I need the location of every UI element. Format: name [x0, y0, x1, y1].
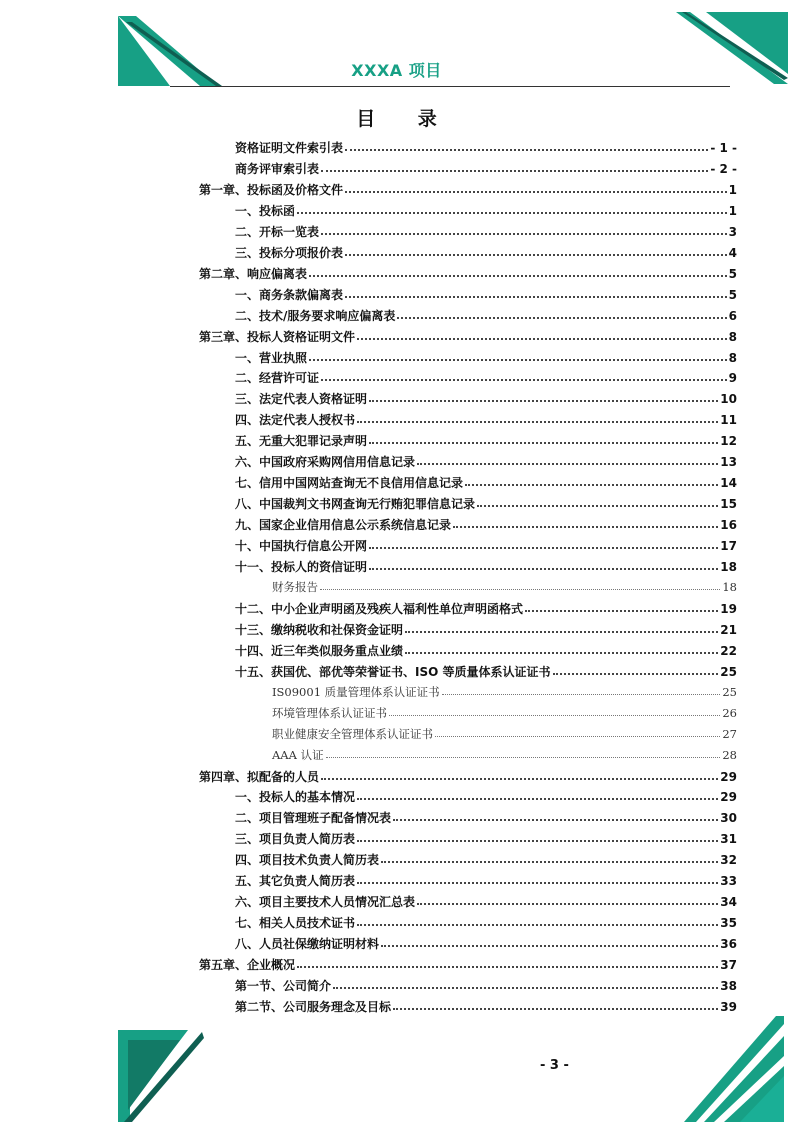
toc-entry[interactable] — [235, 557, 737, 575]
toc-entry-label: 五、其它负责人简历表 — [235, 874, 356, 889]
toc-entry[interactable] — [272, 725, 737, 743]
toc-entry-label: 十五、获国优、部优等荣誉证书、ISO 等质量体系认证证书 — [235, 664, 551, 679]
toc-dot-leader — [369, 535, 718, 549]
toc-dot-leader — [320, 577, 720, 590]
toc-entry-page: 5 — [728, 266, 737, 281]
toc-entry-page: 32 — [720, 853, 737, 868]
toc-entry-label: 七、信用中国网站查询无不良信用信息记录 — [235, 476, 464, 491]
toc-entry[interactable] — [235, 913, 737, 931]
header-title: XXXA 项目 — [351, 61, 442, 80]
toc-dot-leader — [405, 640, 718, 654]
toc-entry[interactable] — [235, 243, 737, 261]
toc-entry-page: 22 — [720, 643, 737, 658]
toc-entry[interactable] — [272, 683, 737, 701]
footer-page-number: - 3 - — [540, 1058, 569, 1073]
toc-entry[interactable] — [235, 599, 737, 617]
toc-dot-leader — [357, 828, 718, 842]
toc-entry[interactable] — [235, 515, 737, 533]
toc-entry-label: AAA 认证 — [272, 747, 324, 762]
toc-entry[interactable] — [235, 348, 737, 366]
toc-dot-leader — [477, 493, 718, 507]
toc-dot-leader — [309, 263, 727, 277]
toc-entry-page: 28 — [722, 747, 737, 762]
toc-dot-leader — [333, 975, 718, 989]
toc-entry-page: 27 — [722, 726, 737, 741]
toc-dot-leader — [453, 514, 718, 528]
toc-entry[interactable] — [235, 201, 737, 219]
toc-entry-page: 8 — [728, 350, 737, 365]
toc-entry-label: 二、技术/服务要求响应偏离表 — [235, 308, 396, 323]
toc-dot-leader — [345, 284, 727, 298]
toc-dot-leader — [381, 933, 718, 947]
toc-dot-leader — [553, 661, 719, 675]
toc-entry-label: 四、法定代表人授权书 — [235, 413, 356, 428]
toc-entry-label: 三、法定代表人资格证明 — [235, 392, 368, 407]
toc-entry-label: 第二节、公司服务理念及目标 — [235, 999, 392, 1014]
toc-entry[interactable] — [235, 410, 737, 428]
toc-dot-leader — [345, 137, 708, 151]
toc-entry[interactable] — [235, 620, 737, 638]
toc-entry-label: 十二、中小企业声明函及残疾人福利性单位声明函格式 — [235, 601, 524, 616]
toc-entry-page: 1 — [728, 182, 737, 197]
toc-dot-leader — [321, 158, 708, 172]
toc-entry[interactable] — [199, 264, 737, 282]
toc-entry-label: 七、相关人员技术证书 — [235, 916, 356, 931]
toc-entry-page: 1 — [728, 203, 737, 218]
toc-entry-page: 34 — [720, 895, 737, 910]
toc-entry[interactable] — [235, 494, 737, 512]
toc-dot-leader — [321, 367, 727, 381]
toc-entry-label: 十三、缴纳税收和社保资金证明 — [235, 622, 404, 637]
toc-entry[interactable] — [235, 829, 737, 847]
toc-entry[interactable] — [235, 222, 737, 240]
toc-dot-leader — [525, 598, 718, 612]
toc-entry[interactable] — [272, 704, 737, 722]
toc-entry[interactable] — [235, 473, 737, 491]
toc-entry-label: 职业健康安全管理体系认证证书 — [272, 726, 433, 741]
toc-entry-page: 18 — [722, 579, 737, 594]
toc-dot-leader — [345, 242, 727, 256]
bottom-right-corner-decoration — [684, 1016, 784, 1122]
toc-entry-page: 17 — [720, 539, 737, 554]
toc-entry-label: 六、中国政府采购网信用信息记录 — [235, 455, 416, 470]
toc-entry[interactable] — [235, 138, 737, 156]
toc-entry-page: 29 — [720, 790, 737, 805]
toc-entry-page: 38 — [720, 979, 737, 993]
toc-entry[interactable] — [235, 389, 737, 407]
toc-dot-leader — [297, 200, 727, 214]
toc-entry-label: 五、无重大犯罪记录声明 — [235, 434, 368, 449]
toc-entry-label: 三、投标分项报价表 — [235, 245, 344, 260]
toc-entry-page: 3 — [728, 224, 737, 239]
toc-entry-label: 四、项目技术负责人简历表 — [235, 853, 380, 868]
toc-entry-page: 21 — [720, 622, 737, 637]
toc-entry[interactable] — [235, 306, 737, 324]
toc-dot-leader — [321, 221, 727, 235]
toc-entry-label: 第三章、投标人资格证明文件 — [199, 329, 356, 344]
toc-entry-page: 36 — [720, 937, 737, 952]
toc-entry[interactable] — [235, 285, 737, 303]
toc-dot-leader — [442, 682, 721, 695]
toc-entry-page: - 2 - — [710, 161, 737, 176]
toc-dot-leader — [369, 388, 718, 402]
toc-entry[interactable] — [235, 808, 737, 826]
toc-entry-page: 13 — [720, 455, 737, 470]
toc-entry-label: 二、经营许可证 — [235, 371, 320, 386]
toc-entry-label: IS09001 质量管理体系认证证书 — [272, 684, 440, 699]
toc-entry-label: 一、营业执照 — [235, 350, 308, 365]
toc-entry[interactable] — [235, 934, 737, 952]
toc-entry[interactable] — [199, 180, 737, 198]
toc-entry-page: 25 — [722, 684, 737, 699]
toc-entry[interactable] — [199, 955, 737, 973]
toc-dot-leader — [417, 451, 718, 465]
toc-entry[interactable] — [235, 976, 737, 994]
toc-entry-page: 18 — [720, 560, 737, 574]
toc-entry-page: 11 — [720, 413, 737, 428]
toc-dot-leader — [357, 409, 718, 423]
toc-entry-label: 第五章、企业概况 — [199, 958, 296, 973]
toc-dot-leader — [435, 724, 720, 737]
toc-dot-leader — [321, 766, 718, 780]
toc-entry-page: 39 — [720, 999, 737, 1014]
toc-dot-leader — [405, 619, 718, 633]
toc-dot-leader — [389, 703, 720, 716]
toc-entry[interactable] — [235, 871, 737, 889]
toc-entry-page: 6 — [728, 308, 737, 323]
toc-entry-label: 十一、投标人的资信证明 — [235, 560, 368, 574]
toc-dot-leader — [309, 347, 727, 361]
toc-entry[interactable] — [235, 431, 737, 449]
toc-entry-label: 十四、近三年类似服务重点业绩 — [235, 643, 404, 658]
toc-entry-page: 14 — [720, 476, 737, 491]
toc-entry-label: 八、中国裁判文书网查询无行贿犯罪信息记录 — [235, 497, 476, 512]
toc-entry-page: 12 — [720, 434, 737, 449]
toc-entry-page: 16 — [720, 518, 737, 533]
toc-dot-leader — [397, 305, 726, 319]
toc-entry-label: 八、人员社保缴纳证明材料 — [235, 937, 380, 952]
toc-entry-page: 37 — [720, 958, 737, 973]
toc-dot-leader — [357, 870, 718, 884]
toc-entry[interactable] — [235, 641, 737, 659]
toc-entry-label: 三、项目负责人简历表 — [235, 832, 356, 847]
toc-entry-label: 商务评审索引表 — [235, 161, 320, 176]
toc-entry[interactable] — [272, 578, 737, 596]
toc-entry-label: 财务报告 — [272, 579, 318, 594]
toc-entry-label: 六、项目主要技术人员情况汇总表 — [235, 895, 416, 910]
toc-entry-page: 35 — [720, 916, 737, 931]
toc-dot-leader — [326, 745, 721, 758]
toc-entry[interactable] — [199, 327, 737, 345]
toc-entry-label: 环境管理体系认证证书 — [272, 705, 387, 720]
toc-entry[interactable] — [235, 662, 737, 680]
header-rule — [170, 86, 730, 87]
toc-entry-page: 25 — [720, 664, 737, 679]
toc-dot-leader — [357, 912, 718, 926]
toc-dot-leader — [393, 807, 718, 821]
toc-title: 目 录 — [356, 108, 455, 130]
toc-entry-label: 一、投标人的基本情况 — [235, 790, 356, 805]
toc-dot-leader — [393, 996, 718, 1010]
toc-entry[interactable] — [199, 767, 737, 785]
toc-entry-label: 一、投标函 — [235, 203, 296, 218]
toc-entry-page: 30 — [720, 811, 737, 826]
toc-entry-page: 9 — [728, 371, 737, 386]
toc-entry-page: 15 — [720, 497, 737, 512]
toc-entry[interactable] — [235, 997, 737, 1015]
toc-entry[interactable] — [235, 892, 737, 910]
toc-entry-label: 十、中国执行信息公开网 — [235, 539, 368, 554]
toc-dot-leader — [381, 849, 718, 863]
toc-entry[interactable] — [235, 159, 737, 177]
toc-entry-page: 31 — [720, 832, 737, 847]
toc-entry-page: - 1 - — [710, 141, 737, 155]
toc-entry-page: 26 — [722, 705, 737, 720]
toc-entry-label: 第二章、响应偏离表 — [199, 266, 308, 281]
toc-entry-label: 九、国家企业信用信息公示系统信息记录 — [235, 518, 452, 533]
toc-dot-leader — [297, 954, 718, 968]
toc-dot-leader — [357, 326, 727, 340]
toc-entry[interactable] — [235, 368, 737, 386]
toc-entry-label: 第一节、公司简介 — [235, 979, 332, 993]
toc-dot-leader — [417, 891, 718, 905]
toc-entry[interactable] — [235, 452, 737, 470]
toc-entry-label: 资格证明文件索引表 — [235, 141, 344, 155]
toc-dot-leader — [369, 556, 718, 570]
toc-entry-label: 二、项目管理班子配备情况表 — [235, 811, 392, 826]
toc-entry-label: 第四章、拟配备的人员 — [199, 769, 320, 784]
toc-entry-page: 33 — [720, 874, 737, 889]
bottom-left-corner-decoration — [118, 1030, 204, 1122]
toc-entry[interactable] — [235, 787, 737, 805]
toc-entry-page: 5 — [728, 287, 737, 302]
toc-entry-page: 19 — [720, 601, 737, 616]
toc-entry-page: 29 — [720, 769, 737, 784]
toc-entry[interactable] — [235, 536, 737, 554]
toc-dot-leader — [357, 786, 718, 800]
toc-entry-page: 8 — [728, 329, 737, 344]
toc-entry-label: 第一章、投标函及价格文件 — [199, 182, 344, 197]
toc-entry-page: 10 — [720, 392, 737, 407]
toc-dot-leader — [465, 472, 718, 486]
toc-entry-label: 二、开标一览表 — [235, 224, 320, 239]
toc-entry[interactable] — [272, 746, 737, 764]
toc-entry-page: 4 — [728, 245, 737, 260]
toc-entry[interactable] — [235, 850, 737, 868]
toc-dot-leader — [369, 430, 718, 444]
toc-dot-leader — [345, 179, 727, 193]
toc-entry-label: 一、商务条款偏离表 — [235, 287, 344, 302]
